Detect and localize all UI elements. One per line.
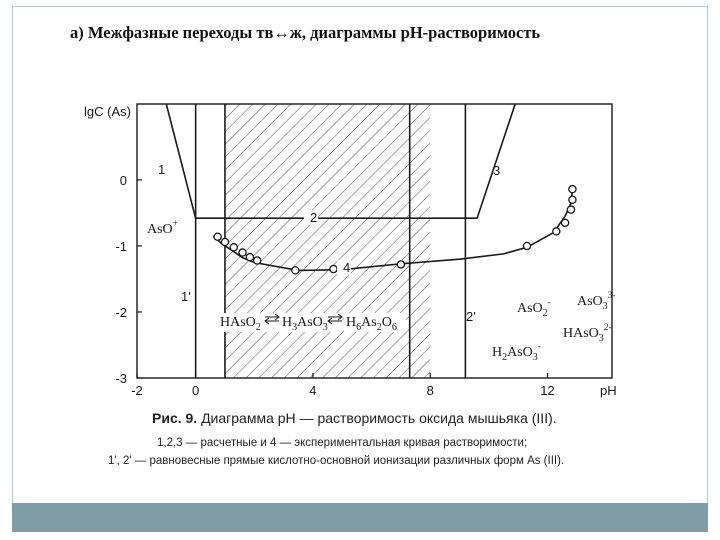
curve-label: 1 [158,162,166,177]
curve-label: 3 [493,163,501,178]
species-label: $H_3AsO_3$ [282,315,328,333]
y-tick-label: -1 [115,238,127,254]
curve-label: 2' [466,309,476,324]
x-tick-label: -2 [131,383,143,398]
x-tick-label: 4 [309,383,317,398]
experimental-point [397,261,404,268]
y-axis-label: lgC (As) [84,104,131,119]
experimental-point [221,238,228,245]
footer-band [12,503,708,532]
y-tick-label: -3 [115,371,127,386]
species-label: HAsO$_3^{2-}$ [563,323,612,344]
species-label: AsO$_2$- [517,298,551,319]
y-tick-label: -2 [115,304,127,320]
experimental-point [569,186,576,193]
x-tick-label: 12 [540,383,555,398]
figure-caption-title [152,410,557,426]
caption-line-1: 1,2,3 — расчетные и 4 — экспериментальная кривая растворимости; [157,437,528,449]
curve-label: 4 [343,260,351,275]
species-label: AsO+ [147,219,179,237]
experimental-point [330,265,337,272]
slide-title: а) Межфазные переходы тв↔ж, диаграммы pH-растворимость [70,23,541,42]
curve-label: 2 [310,210,318,225]
species-label: $H_2AsO_3^-$ [492,342,541,363]
figure-label: Рис. 9. [152,410,198,426]
figure-title: Диаграмма pH — растворимость оксида мышьяка (III). [201,410,557,426]
curve-3 [477,104,515,218]
experimental-point [246,254,253,261]
experimental-point [569,196,576,203]
hatched-region [225,104,430,378]
experimental-point [292,267,299,274]
caption-line-2: 1', 2' — равновесные прямые кислотно-основной ионизации различных форм As (III). [108,455,565,467]
species-label: $H_6As_2O_6$ [346,315,397,333]
experimental-point [230,244,237,251]
x-tick-label: 0 [192,383,200,398]
curve-1 [166,104,195,218]
experimental-point [239,249,246,256]
curve-label: 1' [181,289,191,304]
experimental-point [553,228,560,235]
x-axis-label: pH [600,383,617,398]
experimental-point [254,257,261,264]
experimental-point [214,233,221,240]
experimental-point [567,206,574,213]
species-label: AsO$_3^{3-}$ [577,291,616,312]
y-tick-label: 0 [119,172,127,188]
experimental-point [523,242,530,249]
species-label: HAsO$_2$ [220,315,261,333]
experimental-point [561,219,568,226]
x-tick-label: 8 [426,383,434,398]
